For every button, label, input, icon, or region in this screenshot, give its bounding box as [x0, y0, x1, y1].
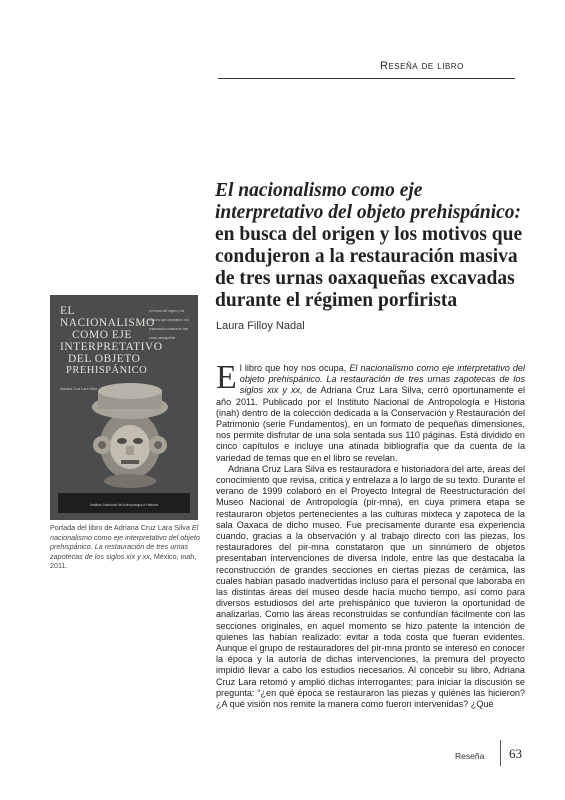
section-label: Reseña de libro — [380, 60, 464, 72]
footer-rule — [500, 740, 501, 766]
page-number: 63 — [509, 746, 522, 761]
cover-publisher: Instituto Nacional de Antropología e Historia — [89, 503, 159, 507]
cover-title-line: DEL OBJETO — [68, 353, 141, 365]
body-paragraph — [216, 359, 525, 464]
cover-title-line: COMO EJE — [72, 329, 132, 341]
footer-section-label: Reseña — [455, 751, 485, 761]
drop-cap: E — [216, 359, 237, 396]
article-body — [216, 359, 525, 710]
book-title-inline: El nacionalismo como eje interpretativo del objeto prehispánico. La restauración de tres urnas zapotecas de los siglos xix y xx, — [239, 363, 525, 396]
caption-line: Portada del libro de Adriana Cruz Lara Silva — [50, 523, 190, 532]
article-author: Laura Filloy Nadal — [216, 320, 305, 332]
cover-title-line: PREHISPÁNICO — [66, 365, 148, 376]
body-text-run: de Adriana Cruz Lara Silva, cerró oportunamente el año 2011. Publicado por el Instituto Nacional de Antropología e Historia (inah) dentro de la colección dedicada a la Conservación y Restauración del Patrimonio (serie Fundamentos), en un formato de pequeñas dimensiones, nos permite disfrutar de una sola sentada sus 110 páginas. Está dividido en cinco capítulos e incluye una atinada bibliografía que da cuenta de la variedad de temas que en el libro se revelan. — [216, 385, 525, 463]
cover-author: Adriana Cruz Lara Silva — [60, 387, 97, 391]
article-title-subtitle: en busca del origen y los motivos que condujeron a la restauración masiva de tres urnas oaxaqueñas excavadas durante el régimen porfirista — [215, 224, 523, 311]
cover-title — [60, 305, 163, 377]
caption-book-title: El nacionalismo como eje interpretativo del objeto prehispánico. La restauración de tres urnas zapotecas de los siglos xix y xx, — [50, 523, 200, 561]
article-title-italic: El nacionalismo como eje interpretativo del objeto prehispánico: — [215, 180, 522, 223]
header-rule — [218, 78, 515, 79]
body-paragraph: Adriana Cruz Lara Silva es restauradora e historiadora del arte, áreas del conocimiento que revisa, critica y entrelaza a lo largo de su texto. Durante el verano de 1999 colaboró en el Proyecto Integral de Reestructuración del Museo Nacional de Antropología (pir-mna), en cuya primera etapa se restauraron objetos pertenecientes a las culturas mixteca y zapoteca de la sala Oaxaca de dicho museo. Fue precisamente durante esa experiencia cuando, gracias a la observación y al trabajo directo con las piezas, los restauradores del pir-mna constataron que un sinnúmero de objetos presentaban intervenciones de diversa índole, entre las que destacaba la reconstrucción de grandes secciones en ciertas piezas de cerámica, las cuales habían pasado inadvertidas incluso para el personal que laboraba en las distintas áreas del museo desde hacía mucho tiempo, así como para diversos estudiosos del arte prehispánico que tuvieron la oportunidad de analizarlas. Como las áreas reconstruidas se confundían fácilmente con las secciones originales, en aquel momento se hizo patente la intención de quienes las habían realizado: evitar a toda costa que fueran evidentes. Aunque el grupo de restauradores del pir-mna pronto se interesó en conocer la época y la autoría de dichas intervenciones, la premura del proyecto impidió llevar a cabo los estudios necesarios. Al concebir su libro, Adriana Cruz Lara retomó y amplió dichas interrogantes; para iniciar la discusión se pregunta: “¿en qué época se restauraron las piezas y quiénes las hicieron? ¿A qué visión nos remite la manera como fueron intervenidas? ¿Qué — [216, 463, 525, 710]
cover-caption — [50, 523, 200, 571]
cover-subtitle: en busca del origen y los motivos que condujeron a la restauración masiva de tres urnas oaxaqueñas — [149, 309, 189, 340]
cover-title-line: INTERPRETATIVO — [60, 341, 163, 353]
caption-tail: México, inah, 2011. — [50, 551, 197, 571]
cover-title-line: EL NACIONALISMO — [60, 305, 155, 329]
article-title — [215, 180, 535, 312]
body-text-run: l libro que hoy nos ocupa, — [239, 363, 350, 373]
book-cover-image — [50, 295, 198, 520]
